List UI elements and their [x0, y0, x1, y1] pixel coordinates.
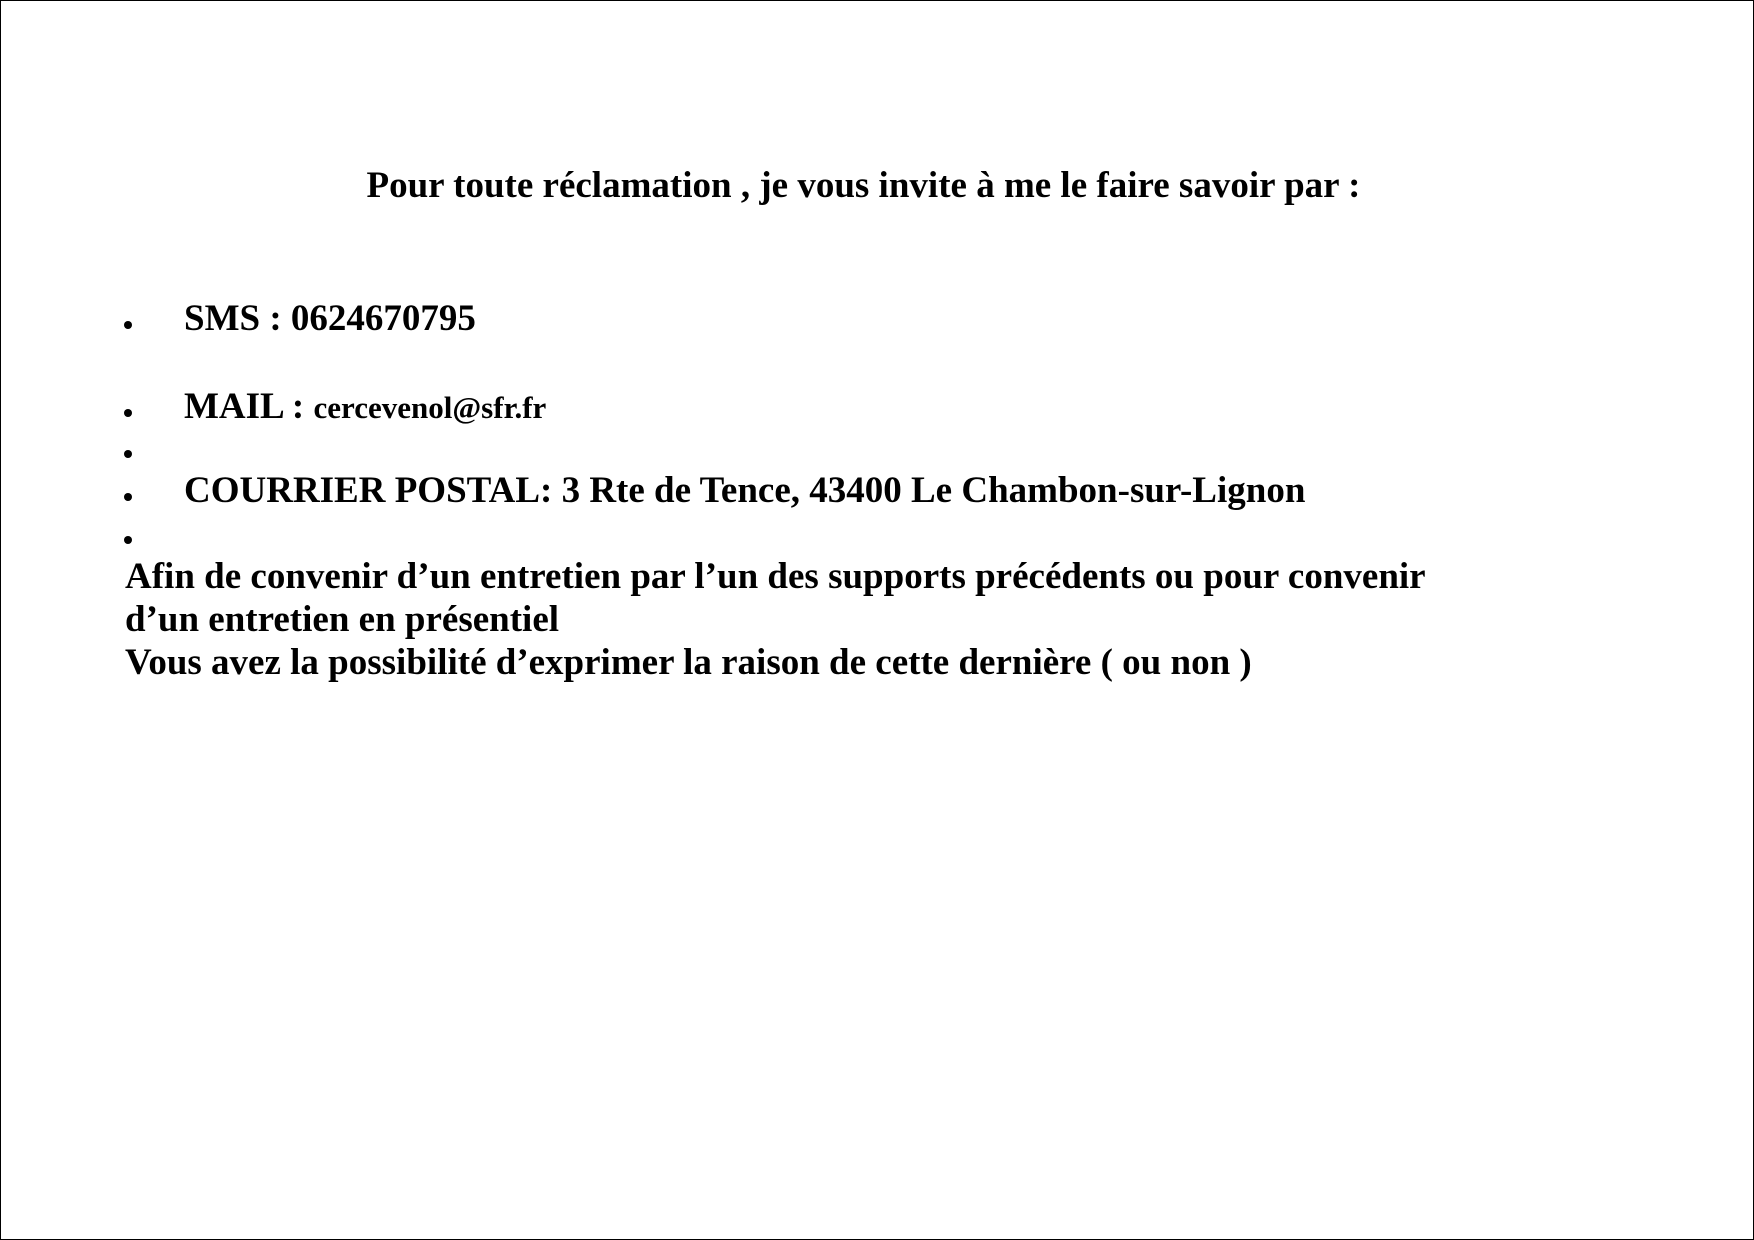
- bullet-icon: [124, 450, 132, 458]
- page-title: Pour toute réclamation , je vous invite à me le faire savoir par :: [366, 165, 1361, 206]
- bullet-icon: [124, 536, 132, 544]
- paragraph-line: d’un entretien en présentiel: [125, 599, 560, 640]
- sms-label: SMS :: [184, 298, 291, 339]
- courrier-item: [184, 469, 1305, 513]
- courrier-label: COURRIER POSTAL:: [184, 470, 562, 511]
- mail-address: cercevenol@sfr.fr: [313, 390, 547, 425]
- paragraph-line: Vous avez la possibilité d’exprimer la raison de cette dernière ( ou non ): [125, 642, 1252, 683]
- mail-item: [184, 385, 546, 430]
- mail-label: MAIL :: [184, 386, 314, 427]
- sms-item: [184, 297, 476, 341]
- bullet-icon: [124, 409, 132, 417]
- bullet-icon: [124, 493, 132, 501]
- paragraph-line: Afin de convenir d’un entretien par l’un des supports précédents ou pour convenir: [125, 556, 1426, 597]
- bullet-icon: [124, 321, 132, 329]
- sms-number: 0624670795: [290, 298, 476, 339]
- courrier-address: 3 Rte de Tence, 43400 Le Chambon-sur-Lignon: [561, 470, 1306, 511]
